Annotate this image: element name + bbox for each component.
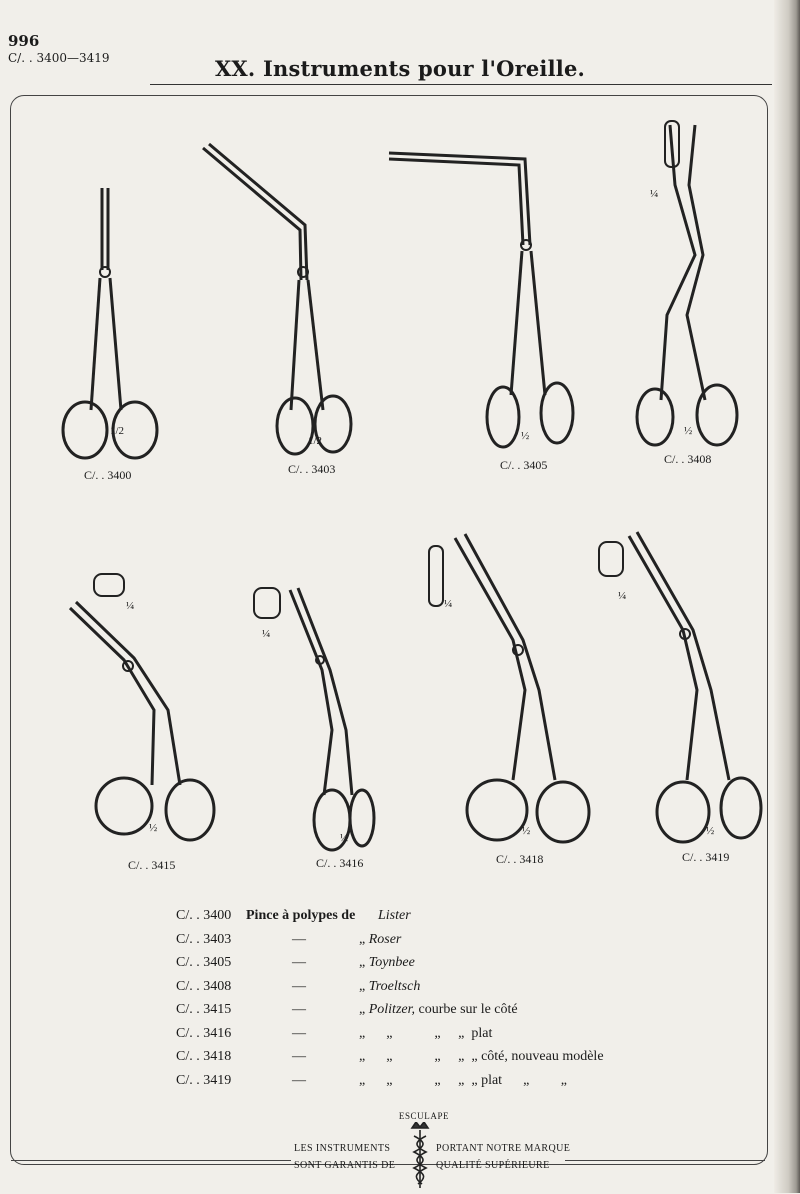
detail-fraction: ¼ xyxy=(650,188,659,200)
catalog-desc-suffix: côté, nouveau modèle xyxy=(481,1049,604,1064)
catalog-code: C/. . 3415 xyxy=(176,1002,232,1017)
catalog-row xyxy=(176,908,696,932)
catalog-item-name: Roser xyxy=(368,931,402,947)
figure-caption-3416: C/. . 3416 xyxy=(316,856,364,870)
forceps-3403-figure xyxy=(195,140,365,464)
catalog-item-name: Troeltsch xyxy=(368,978,421,994)
figure-caption-3418: C/. . 3418 xyxy=(496,852,544,866)
figure-caption-3403: C/. . 3403 xyxy=(288,462,336,476)
ditto-marks: „ xyxy=(359,955,369,970)
forceps-angled-icon xyxy=(250,580,400,870)
scale-fraction: ½ xyxy=(684,425,693,437)
catalog-row xyxy=(176,1002,696,1026)
forceps-angled-icon xyxy=(195,140,365,460)
scale-fraction: ½ xyxy=(706,825,715,837)
catalog-row xyxy=(176,1049,696,1073)
catalog-desc xyxy=(359,1073,567,1089)
catalog-code: C/. . 3405 xyxy=(176,955,232,970)
catalog-desc xyxy=(359,1049,604,1065)
brand-text-right-2: QUALITÉ SUPÉRIEURE xyxy=(436,1160,550,1171)
forceps-3408-figure xyxy=(625,115,755,459)
ditto-dash: — xyxy=(292,955,306,970)
forceps-3405-figure xyxy=(385,145,585,469)
ditto-dash: — xyxy=(292,1025,306,1041)
figure-caption-3405: C/. . 3405 xyxy=(500,458,548,472)
detail-fraction: ¼ xyxy=(618,590,627,602)
catalog-desc-suffix: plat „ „ xyxy=(481,1072,567,1088)
scale-fraction: ½ xyxy=(340,832,349,844)
page-title: XX. Instruments pour l'Oreille. xyxy=(214,56,586,81)
ditto-marks: „ xyxy=(359,931,369,947)
forceps-straight-icon xyxy=(55,180,175,460)
catalog-code: C/. . 3408 xyxy=(176,978,232,994)
figure-caption-3400: C/. . 3400 xyxy=(84,468,132,482)
scale-fraction: 1/2 xyxy=(308,435,323,447)
brand-text-left-1: LES INSTRUMENTS xyxy=(294,1143,391,1154)
catalog-row xyxy=(176,955,696,979)
detail-fraction: ¼ xyxy=(126,600,135,612)
scale-fraction: ½ xyxy=(149,822,158,834)
scale-fraction: ½ xyxy=(522,825,531,837)
catalog-desc xyxy=(359,932,401,948)
catalog-range: C/. . 3400—3419 xyxy=(8,51,110,65)
ditto-marks: „ „ „ „ „ xyxy=(359,1072,482,1088)
ditto-marks: „ xyxy=(359,1002,369,1017)
ditto-dash: — xyxy=(292,1002,306,1017)
catalog-code: C/. . 3419 xyxy=(176,1072,232,1088)
title-rule xyxy=(150,84,772,85)
brand-text-right-1: PORTANT NOTRE MARQUE xyxy=(436,1143,571,1154)
figure-caption-3408: C/. . 3408 xyxy=(664,452,712,466)
ditto-dash: — xyxy=(292,931,306,947)
catalog-desc xyxy=(359,979,420,995)
catalog-row xyxy=(176,1026,696,1050)
footer-rule-right xyxy=(565,1160,765,1161)
brand-name: ESCULAPE xyxy=(398,1111,450,1121)
page-number: 996 xyxy=(8,32,40,50)
catalog-code: C/. . 3400 xyxy=(176,908,232,923)
detail-fraction: ¼ xyxy=(444,598,453,610)
catalog-code: C/. . 3416 xyxy=(176,1025,232,1041)
figure-caption-3419: C/. . 3419 xyxy=(682,850,730,864)
scale-fraction: ½ xyxy=(521,430,530,442)
catalog-item-name: Toynbee xyxy=(368,955,415,970)
forceps-3419-figure xyxy=(595,530,775,854)
forceps-angled-icon xyxy=(425,530,605,850)
ditto-marks: „ xyxy=(359,978,369,994)
forceps-bayonet-icon xyxy=(625,115,755,455)
forceps-angled-icon xyxy=(595,530,775,850)
catalog-item-label: Pince à polypes de xyxy=(246,908,356,923)
catalog-row xyxy=(176,979,696,1003)
figure-caption-3415: C/. . 3415 xyxy=(128,858,176,872)
detail-fraction: ¼ xyxy=(262,628,271,640)
catalog-row xyxy=(176,932,696,956)
ditto-marks: „ „ „ „ xyxy=(359,1025,472,1041)
forceps-angled-icon xyxy=(62,570,232,860)
catalog-desc-suffix: plat xyxy=(471,1025,493,1041)
brand-text-left-2: SONT GARANTIS DE xyxy=(294,1160,396,1171)
catalog-item-name: Lister xyxy=(378,908,411,923)
ditto-marks: „ „ „ „ „ xyxy=(359,1049,482,1064)
forceps-3415-figure xyxy=(62,570,232,864)
forceps-3418-figure xyxy=(425,530,605,854)
catalog-list xyxy=(176,908,696,1096)
catalog-row xyxy=(176,1073,696,1097)
catalog-code: C/. . 3418 xyxy=(176,1049,232,1064)
catalog-item-name: Politzer, xyxy=(368,1002,415,1017)
catalog-code: C/. . 3403 xyxy=(176,931,232,947)
ditto-dash: — xyxy=(292,1072,306,1088)
forceps-3416-figure xyxy=(250,580,400,874)
forceps-bayonet-icon xyxy=(385,145,585,465)
ditto-dash: — xyxy=(292,1049,306,1064)
book-spine-shadow xyxy=(774,0,800,1193)
forceps-3400-figure xyxy=(55,180,175,464)
ditto-dash: — xyxy=(292,978,306,994)
catalog-desc xyxy=(359,955,415,971)
footer-rule-left xyxy=(11,1160,291,1161)
catalog-desc xyxy=(359,1026,492,1042)
catalog-desc-suffix: courbe sur le côté xyxy=(415,1002,518,1017)
caduceus-logo-icon xyxy=(408,1122,432,1194)
scale-fraction: 1/2 xyxy=(110,425,125,437)
catalog-desc xyxy=(359,1002,518,1018)
